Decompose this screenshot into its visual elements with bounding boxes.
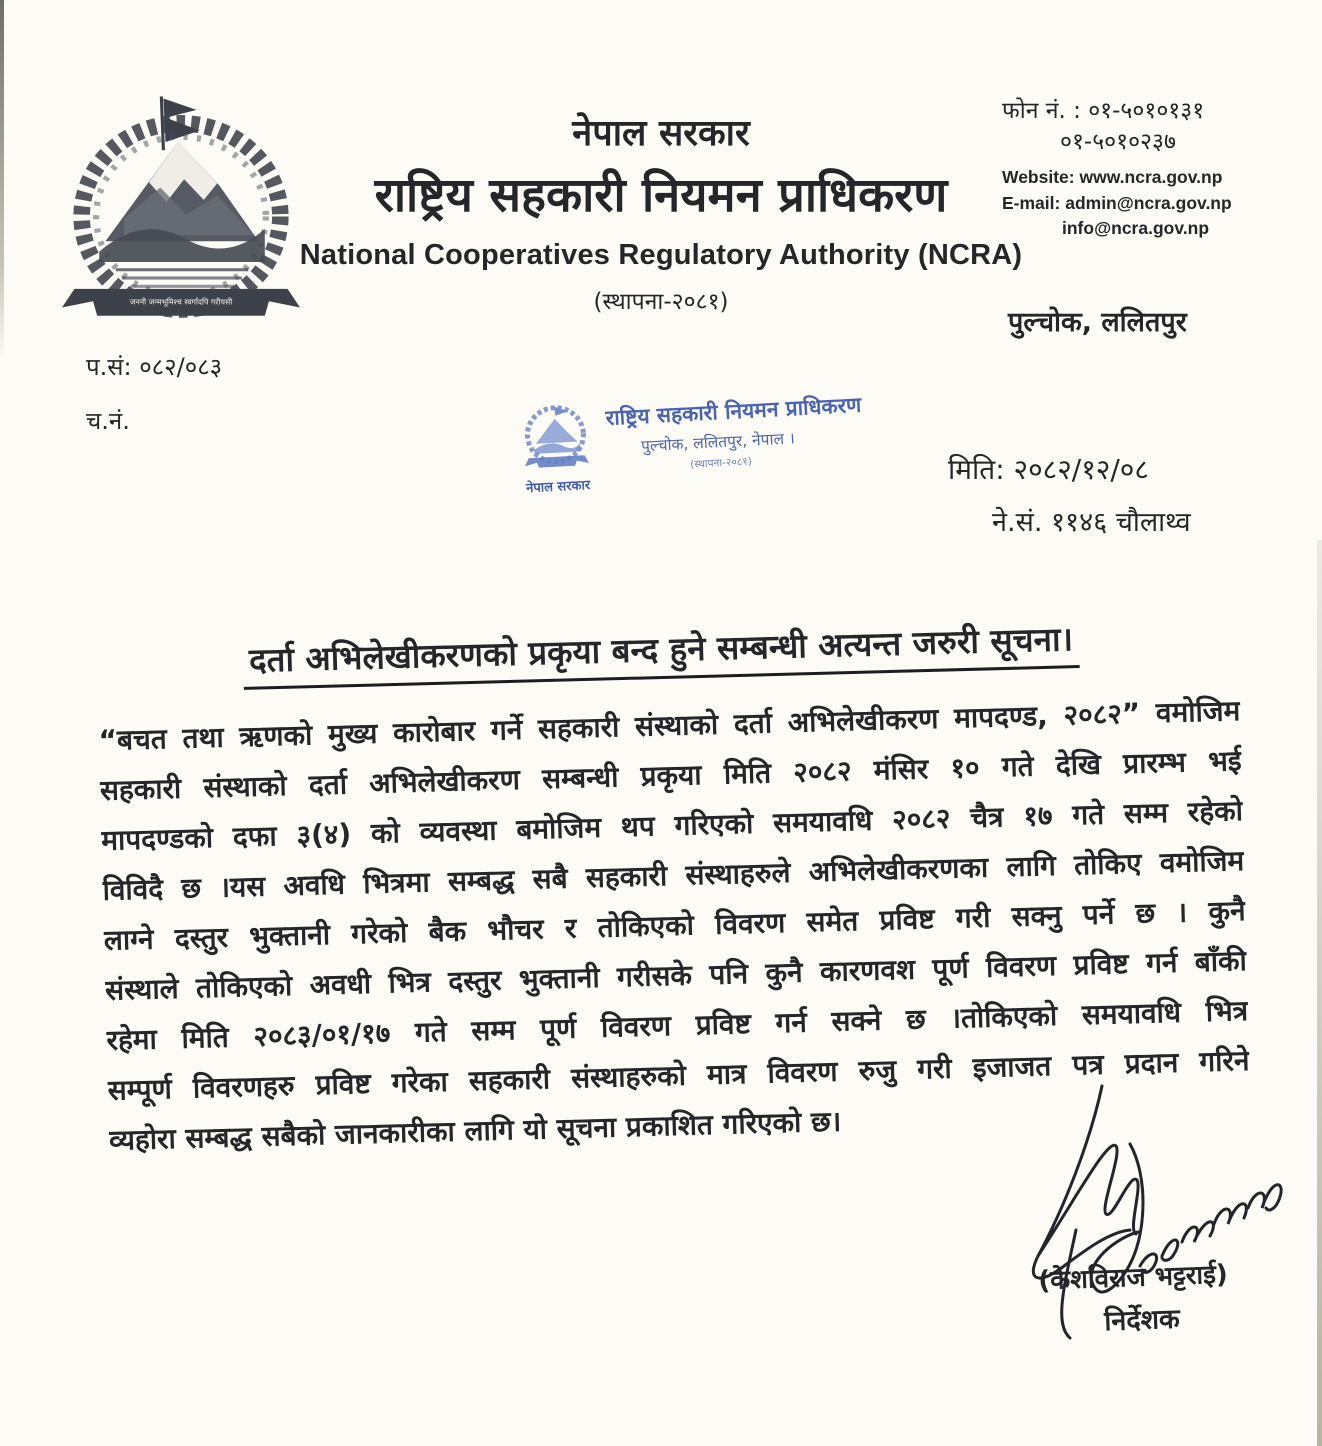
signatory-title: निर्देशक: [1103, 1303, 1181, 1338]
stamp-address: पुल्चोक, ललितपुर, नेपाल ।: [640, 429, 796, 456]
notice-line: रहेमा मिति २०८३/०१/१७ गते सम्म पूर्ण विवरण प्रविष्ट गर्न सक्ने छ ।तोकिएको समयावधि भित्र: [106, 994, 1249, 1057]
notice-line: संस्थाले तोकिएको अवधी भित्र दस्तुर भुक्तानी गरीसके पनि कुनै कारणवश पूर्ण विवरण प्रविष्ट गर्न बाँकी: [104, 944, 1248, 1007]
notice-line: सम्पूर्ण विवरणहरु प्रविष्ट गरेका सहकारी संस्थाहरुको मात्र विवरण रुजु गरी इजाजत पत्र प्रदान गरिने: [107, 1043, 1250, 1107]
organization-name-english: National Cooperatives Regulatory Authority (NCRA): [299, 239, 1023, 272]
date-block: [948, 450, 1268, 539]
signatory-name: (केशविराज भट्टराई): [1037, 1259, 1229, 1297]
stamp-logo: [513, 401, 600, 497]
notice-line: लाग्ने दस्तुर भुक्तानी गरेको बैक भौचर र तोकिएको विवरण समेत प्रविष्ट गरी सक्नु पर्ने छ । कुनै: [103, 894, 1246, 957]
notice-line: सहकारी संस्थाको दर्ता अभिलेखीकरण सम्बन्धी प्रकृया मिति २०८२ मंसिर १० गते देखि प्रारम्भ भई: [99, 744, 1242, 807]
chalani-number: च.नं.: [86, 407, 130, 436]
patra-sankhya: प.सं: ०८२/०८३: [86, 353, 223, 381]
phone-number-1: फोन नं. : ०१-५०१०१३१: [1002, 98, 1205, 124]
notice-line: व्यहोरा सम्बद्ध सबैको जानकारीका लागि यो सूचना प्रकाशित गरिएको छ।: [108, 1104, 842, 1157]
notice-title-row: [0, 609, 1322, 689]
stamp-established: (स्थापना-२०८१): [689, 455, 753, 471]
notice-line: “बचत तथा ऋणको मुख्य कारोबार गर्ने सहकारी संस्थाको दर्ता अभिलेखीकरण मापदण्ड, २०८२” वमोजिम: [98, 694, 1241, 757]
reference-block: [86, 354, 222, 435]
notice-line: मापदण्डको दफा ३(४) को व्यवस्था बमोजिम थप गरिएको समयावधि २०८२ चैत्र १७ गते सम्म रहेको: [100, 794, 1244, 857]
official-stamp: [513, 387, 862, 497]
email-2: info@ncra.gov.np: [1062, 218, 1210, 239]
notice-line: विविदै छ ।यस अवधि भित्रमा सम्बद्ध सबै सहकारी संस्थाहरुले अभिलेखीकरणका लागि तोकिए वमोजिम: [102, 844, 1245, 907]
organization-name-nepali: राष्ट्रिय सहकारी नियमन प्राधिकरण: [374, 168, 948, 224]
emblem-motto: जननी जन्मभूमिश्च स्वर्गादपि गरीयसी: [129, 297, 233, 307]
notice-title: दर्ता अभिलेखीकरणको प्रकृया बन्द हुने सम्बन्धी अत्यन्त जरुरी सूचना।: [243, 619, 1080, 690]
stamp-org-name: राष्ट्रिय सहकारी नियमन प्राधिकरण: [605, 392, 862, 431]
notice-body: [98, 686, 1251, 1166]
date-nepal-sambat: ने.सं. ११४६ चौलाथ्व: [992, 507, 1191, 538]
phone-number-2: ०१-५०१०२३७: [1060, 129, 1176, 156]
scan-edge-left: [0, 0, 4, 360]
contact-block: [1002, 96, 1252, 241]
established-year: (स्थापना-२०८१): [593, 289, 729, 316]
email-1: E-mail: admin@ncra.gov.np: [1002, 192, 1232, 213]
stamp-emblem-icon: [518, 401, 594, 475]
scan-edge-right: [1317, 540, 1322, 1446]
stamp-caption: नेपाल सरकार: [525, 478, 591, 497]
date-bs: मिति: २०८२/१२/०८: [948, 453, 1149, 486]
website: Website: www.ncra.gov.np: [1002, 167, 1223, 188]
office-address: पुल्चोक, ललितपुर: [1008, 307, 1187, 338]
government-name: नेपाल सरकार: [572, 113, 750, 154]
letterhead: [211, 112, 1111, 316]
